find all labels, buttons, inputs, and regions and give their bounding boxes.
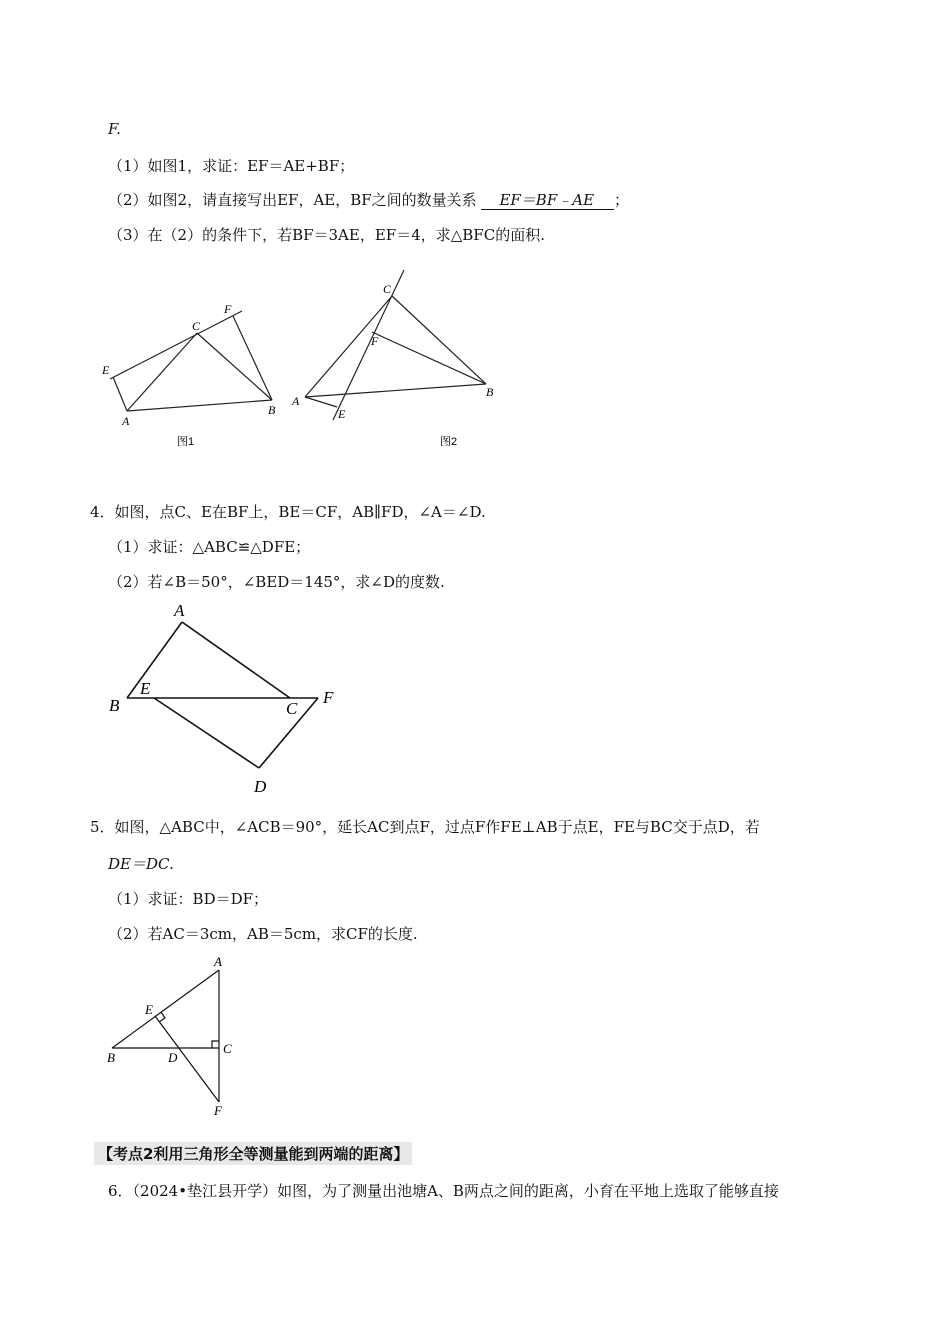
q6-stem: 6．（2024•垫江县开学）如图，为了测量出池塘A、B两点之间的距离，小育在平地上选取了能够直接 xyxy=(108,1182,779,1200)
q5-part2: （2）若AC＝3cm，AB＝5cm，求CF的长度. xyxy=(108,925,418,943)
q5-stem-line1: 5．如图，△ABC中，∠ACB＝90°，延长AC到点F，过点F作FE⊥AB于点E，FE与BC交于点D，若 xyxy=(90,818,760,836)
q5-label-c: C xyxy=(223,1041,232,1056)
q5-label-b: B xyxy=(107,1050,115,1065)
fig1-caption: 图1 xyxy=(177,436,195,448)
q3-part2-suffix: ； xyxy=(614,191,630,209)
fig1-label-c: C xyxy=(192,319,201,333)
fig1-label-e: E xyxy=(102,363,110,377)
q4-part2: （2）若∠B＝50°，∠BED＝145°，求∠D的度数. xyxy=(108,573,445,591)
q5-right-angle-c xyxy=(212,1041,219,1048)
q4-label-e: E xyxy=(140,679,151,698)
q4-stem: 4．如图，点C、E在BF上，BE＝CF，AB∥FD，∠A＝∠D. xyxy=(90,503,486,521)
fig2-label-f: F xyxy=(371,334,379,348)
q5-line-ba xyxy=(112,970,219,1048)
q4-label-a: A xyxy=(174,601,185,620)
q5-label-d: D xyxy=(168,1050,178,1065)
q4-label-f: F xyxy=(323,688,334,707)
q5-label-a: A xyxy=(214,954,222,969)
q4-label-c: C xyxy=(286,699,298,718)
q4-part1: （1）求证：△ABC≌△DFE； xyxy=(108,538,311,556)
fig1-label-f: F xyxy=(224,302,232,316)
section-title: 【考点2利用三角形全等测量能到两端的距离】 xyxy=(94,1142,412,1165)
q5-line-ef xyxy=(155,1016,219,1102)
q5-label-e: E xyxy=(145,1002,153,1017)
q5-label-f: F xyxy=(214,1103,222,1118)
q3-part3: （3）在（2）的条件下，若BF＝3AE，EF＝4，求△BFC的面积. xyxy=(108,226,545,244)
fig1-label-b: B xyxy=(268,403,276,417)
fig2-caption: 图2 xyxy=(440,436,458,448)
q3-part2-prefix: （2）如图2，请直接写出EF，AE，BF之间的数量关系 xyxy=(108,191,477,209)
q3-tail: F. xyxy=(108,120,121,138)
q5-stem-line2: DE＝DC. xyxy=(108,855,174,873)
q3-part1: （1）如图1，求证：EF＝AE+BF； xyxy=(108,157,355,175)
fig2-label-a: A xyxy=(292,394,300,408)
q3-part2-answer: EF＝BF﹣AE xyxy=(481,192,614,210)
q4-label-d: D xyxy=(254,777,267,796)
q4-label-b: B xyxy=(109,696,120,715)
fig2-label-b: B xyxy=(486,385,494,399)
fig2-label-e: E xyxy=(338,407,346,421)
fig2-label-c: C xyxy=(383,282,392,296)
q5-part1: （1）求证：BD＝DF； xyxy=(108,890,269,908)
fig1-label-a: A xyxy=(122,414,130,428)
